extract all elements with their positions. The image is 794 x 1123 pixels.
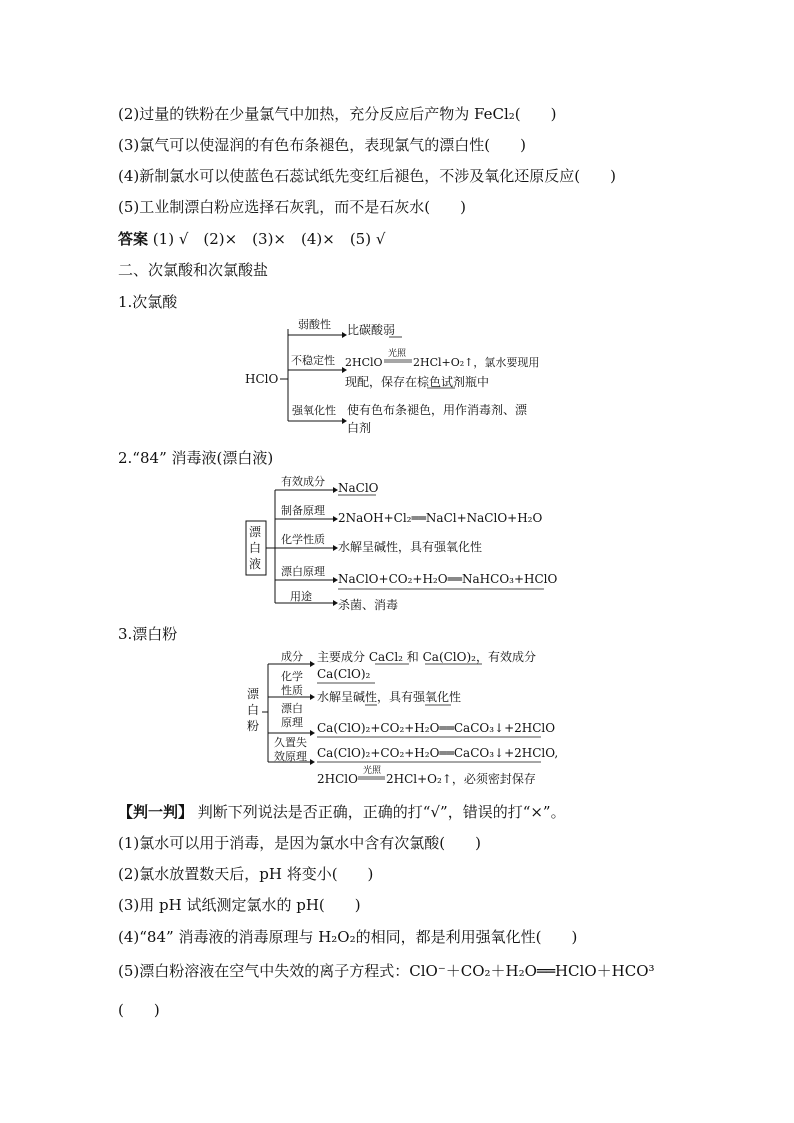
hclo-b2-cond: 光照 [388, 349, 407, 359]
hclo-b1-label: 弱酸性 [298, 318, 331, 331]
section-title: 二、次氯酸和次氯酸盐 [118, 261, 269, 279]
judge-item-2: (2)氯水放置数天后，pH 将变小( ) [118, 865, 374, 883]
hclo-b3-label: 强氧化性 [292, 404, 336, 417]
bp-r3-label-0: 漂白 [281, 702, 303, 715]
bl-row-3-text: NaClO+CO₂+H₂O══NaHCO₃+HClO [338, 572, 558, 586]
bp-r1-text: 主要成分 CaCl₂ 和 Ca(ClO)₂，有效成分 [317, 650, 536, 664]
bl-row-1-text: 2NaOH+Cl₂══NaCl+NaClO+H₂O [338, 511, 543, 525]
judge-item-4: (4)“84” 消毒液的消毒原理与 H₂O₂的相同，都是利用强氧化性( ) [118, 928, 578, 946]
bleach-powder-heading: 3.漂白粉 [118, 625, 178, 643]
judge-header [118, 801, 566, 822]
hclo-diagram [245, 317, 539, 435]
bleach-liquid-diagram [246, 474, 558, 612]
judge-item-5-bracket: ( ) [118, 1001, 160, 1019]
bp-root-2: 粉 [247, 719, 260, 733]
question-5: (5)工业制漂白粉应选择石灰乳，而不是石灰水( ) [118, 198, 466, 216]
hclo-b3-text-b: 白剂 [347, 421, 372, 435]
question-4: (4)新制氯水可以使蓝色石蕊试纸先变红后褪色，不涉及氧化还原反应( ) [118, 167, 616, 185]
bl-root-0: 漂 [249, 525, 262, 539]
bp-r3-text: Ca(ClO)₂+CO₂+H₂O══CaCO₃↓+2HClO [317, 721, 556, 735]
bl-row-0-text: NaClO [338, 481, 379, 495]
answer-text: (1) √ (2)× (3)× (4)× (5) √ [152, 230, 386, 248]
judge-item-3: (3)用 pH 试纸测定氯水的 pH( ) [118, 896, 361, 914]
bleach-powder-diagram [247, 649, 558, 786]
bl-row-2-label: 化学性质 [281, 533, 325, 546]
bp-r1-label: 成分 [281, 650, 303, 663]
bp-r4-text: Ca(ClO)₂+CO₂+H₂O══CaCO₃↓+2HClO, [317, 746, 559, 760]
bl-row-3-label: 漂白原理 [281, 565, 325, 578]
bp-r4-label-0: 久置失 [274, 736, 307, 749]
bl-row-4-text: 杀菌、消毒 [338, 598, 399, 612]
bl-root-1: 白 [249, 541, 262, 555]
bp-r1-text2: Ca(ClO)₂ [317, 667, 371, 681]
bl-root-2: 液 [249, 557, 262, 571]
hclo-b3-text-a: 使有色布条褪色，用作消毒剂、漂 [347, 403, 528, 417]
bl-row-4-label: 用途 [290, 590, 312, 603]
question-3: (3)氯气可以使湿润的有色布条褪色，表现氯气的漂白性( ) [118, 136, 526, 154]
answer-label: 答案 [118, 230, 149, 248]
hclo-b2-text-a: 2HClO [345, 356, 383, 369]
bp-root-1: 白 [247, 703, 260, 717]
bp-root-0: 漂 [247, 687, 260, 701]
judge-item-1: (1)氯水可以用于消毒，是因为氯水中含有次氯酸( ) [118, 834, 481, 852]
bleach-liquid-heading: 2.“84” 消毒液(漂白液) [118, 449, 274, 467]
question-2: (2)过量的铁粉在少量氯气中加热，充分反应后产物为 FeCl₂( ) [118, 105, 557, 123]
hclo-b2-text-b: 2HCl+O₂↑，氯水要现用 [413, 356, 540, 369]
hclo-b2-text-c: 现配，保存在棕色试剂瓶中 [345, 375, 490, 389]
bp-r4-label-1: 效原理 [274, 750, 307, 763]
bp-r4-text2a: 2HClO [317, 772, 358, 786]
hclo-heading: 1.次氯酸 [118, 293, 178, 311]
judge-label: 【判一判】 [118, 803, 194, 821]
bl-row-1-label: 制备原理 [281, 504, 325, 517]
judge-intro: 判断下列说法是否正确，正确的打“√”，错误的打“×”。 [197, 803, 566, 821]
bp-r4-cond: 光照 [363, 766, 382, 776]
judge-item-5: (5)漂白粉溶液在空气中失效的离子方程式：ClO⁻＋CO₂＋H₂O══HClO＋HCO³ [118, 962, 655, 980]
bp-r2-label-1: 性质 [281, 684, 303, 697]
bl-row-0-label: 有效成分 [281, 475, 325, 488]
bp-r3-label-1: 原理 [281, 716, 303, 729]
hclo-root: HClO [245, 372, 279, 386]
bl-row-2-text: 水解呈碱性，具有强氧化性 [338, 540, 483, 554]
bp-r4-text2b: 2HCl+O₂↑，必须密封保存 [386, 772, 536, 786]
bp-r2-label-0: 化学 [281, 670, 303, 683]
hclo-b1-text: 比碳酸弱 [347, 323, 396, 337]
hclo-b2-label: 不稳定性 [291, 354, 335, 367]
bp-r2-text: 水解呈碱性，具有强氧化性 [317, 690, 462, 704]
